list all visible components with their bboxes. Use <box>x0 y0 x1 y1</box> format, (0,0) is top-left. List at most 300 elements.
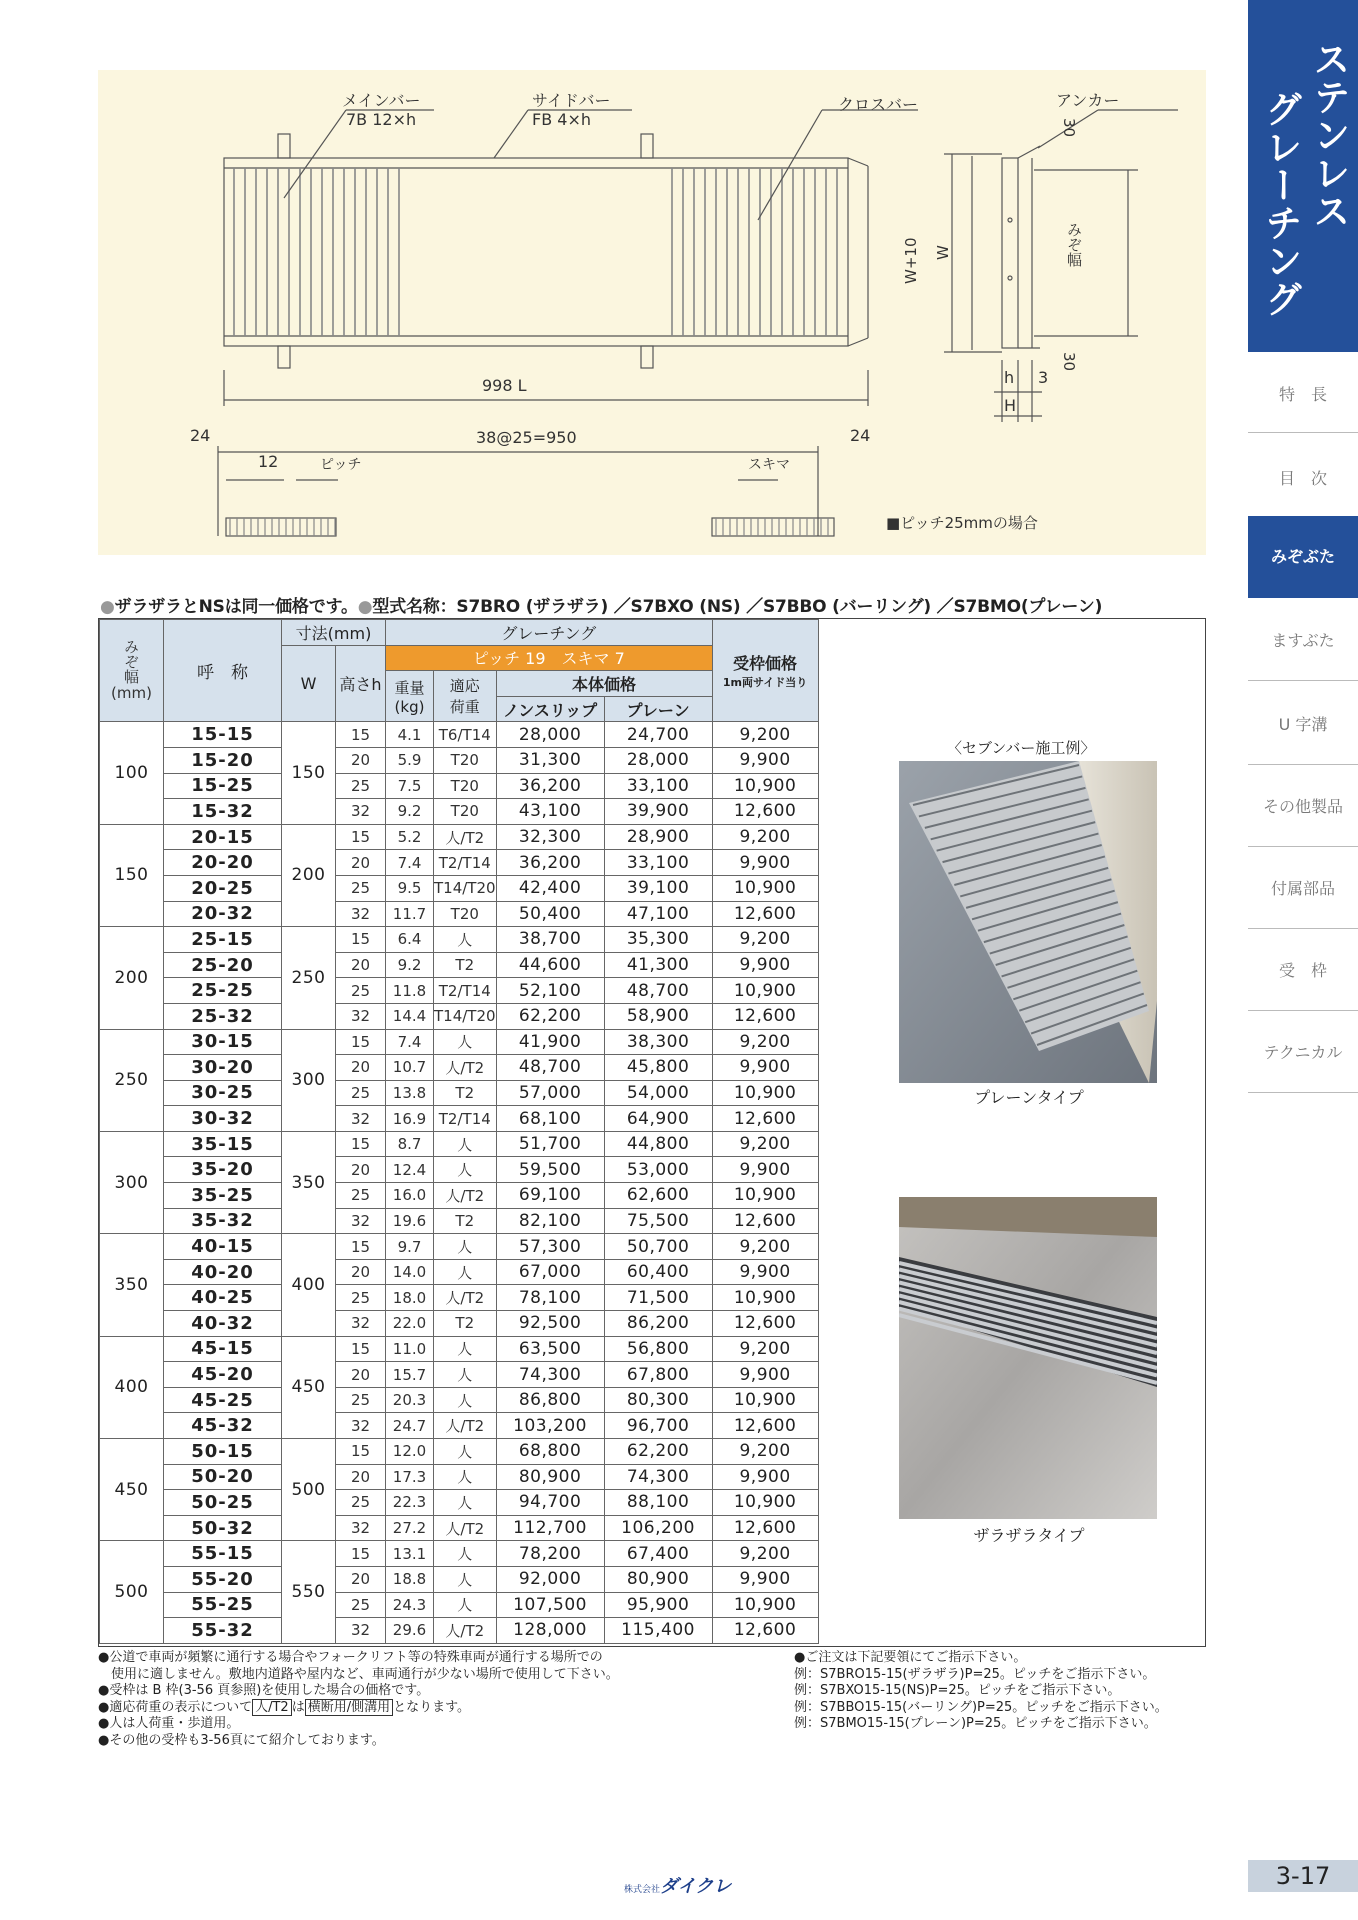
cell-frame-price: 9,200 <box>712 1234 818 1260</box>
cell-nonslip-price: 31,300 <box>496 747 604 773</box>
sidebar-item-technical[interactable]: テクニカル <box>1263 1043 1343 1062</box>
table-row <box>100 1029 819 1055</box>
cell-plain-price: 45,800 <box>604 1055 712 1081</box>
cell-nonslip-price: 52,100 <box>496 978 604 1004</box>
dim-H: H <box>1004 396 1017 415</box>
price-table <box>99 619 819 1644</box>
table-row <box>100 1234 819 1260</box>
cell-w: 500 <box>282 1439 336 1541</box>
cell-load: 人 <box>434 1387 497 1413</box>
cell-height: 32 <box>336 1208 386 1234</box>
footnote: ●その他の受枠も3-56頁にて紹介しております。 <box>98 1732 385 1748</box>
cell-weight: 5.2 <box>386 824 434 850</box>
cell-nonslip-price: 57,000 <box>496 1080 604 1106</box>
cell-load: 人/T2 <box>434 1618 497 1644</box>
cell-plain-price: 62,600 <box>604 1183 712 1209</box>
cell-nonslip-price: 59,500 <box>496 1157 604 1183</box>
cell-frame-price: 9,900 <box>712 952 818 978</box>
header-frame-price-text: 受枠価格 <box>733 654 798 674</box>
header-load-text: 適応 <box>449 677 480 696</box>
cell-load: 人/T2 <box>434 1285 497 1311</box>
cell-load: 人 <box>434 1029 497 1055</box>
cell-nonslip-price: 82,100 <box>496 1208 604 1234</box>
company-logo <box>624 1872 731 1898</box>
cell-weight: 11.8 <box>386 978 434 1004</box>
cell-weight: 18.8 <box>386 1566 434 1592</box>
cell-code: 45-20 <box>164 1362 282 1388</box>
cell-nonslip-price: 48,700 <box>496 1055 604 1081</box>
cell-frame-price: 9,200 <box>712 722 818 748</box>
cell-frame-price: 9,900 <box>712 1157 818 1183</box>
nav-divider <box>1248 680 1358 681</box>
cell-code: 25-32 <box>164 1003 282 1029</box>
cell-code: 30-25 <box>164 1080 282 1106</box>
cell-plain-price: 50,700 <box>604 1234 712 1260</box>
cell-plain-price: 38,300 <box>604 1029 712 1055</box>
dim-30-top: 30 <box>1060 118 1078 138</box>
cell-code: 30-15 <box>164 1029 282 1055</box>
sidebar <box>1248 0 1358 1920</box>
cell-code: 35-25 <box>164 1183 282 1209</box>
cell-code: 25-15 <box>164 927 282 953</box>
sidebar-item-groove-cover[interactable]: みぞぶた <box>1248 516 1358 598</box>
cell-load: 人 <box>434 1464 497 1490</box>
cell-nonslip-price: 80,900 <box>496 1464 604 1490</box>
cell-plain-price: 48,700 <box>604 978 712 1004</box>
plain-type-caption: プレーンタイプ <box>974 1088 1084 1107</box>
cell-code: 50-32 <box>164 1515 282 1541</box>
cell-frame-price: 9,900 <box>712 1464 818 1490</box>
cell-load: 人 <box>434 1131 497 1157</box>
cell-w: 400 <box>282 1234 336 1336</box>
cell-code: 40-32 <box>164 1311 282 1337</box>
cell-code: 50-25 <box>164 1490 282 1516</box>
cell-weight: 12.0 <box>386 1439 434 1465</box>
pitch-note: ■ピッチ25mmの場合 <box>886 514 1038 532</box>
cell-frame-price: 12,600 <box>712 799 818 825</box>
cell-groove-width: 300 <box>100 1131 164 1233</box>
header-groove-width-text: みぞ幅 <box>122 639 140 685</box>
footnote-part: となります。 <box>393 1699 471 1715</box>
page-number: 3-17 <box>1248 1860 1358 1892</box>
cell-weight: 18.0 <box>386 1285 434 1311</box>
cell-plain-price: 35,300 <box>604 927 712 953</box>
cell-plain-price: 71,500 <box>604 1285 712 1311</box>
table-row <box>100 1208 819 1234</box>
cell-plain-price: 96,700 <box>604 1413 712 1439</box>
gap-label: スキマ <box>748 457 790 473</box>
header-w: W <box>282 645 336 722</box>
table-row <box>100 1439 819 1465</box>
cell-load: 人/T2 <box>434 824 497 850</box>
header-nonslip: ノンスリップ <box>496 696 604 722</box>
cell-height: 25 <box>336 1490 386 1516</box>
cell-frame-price: 9,200 <box>712 1029 818 1055</box>
cell-weight: 7.4 <box>386 850 434 876</box>
cell-height: 25 <box>336 1387 386 1413</box>
cell-height: 15 <box>336 1541 386 1567</box>
cell-frame-price: 10,900 <box>712 1490 818 1516</box>
cell-weight: 6.4 <box>386 927 434 953</box>
cell-weight: 24.7 <box>386 1413 434 1439</box>
cell-load: 人 <box>434 1592 497 1618</box>
cell-nonslip-price: 92,500 <box>496 1311 604 1337</box>
footnote <box>98 1700 619 1717</box>
cell-w: 200 <box>282 824 336 926</box>
cell-code: 40-25 <box>164 1285 282 1311</box>
cell-nonslip-price: 69,100 <box>496 1183 604 1209</box>
cell-height: 15 <box>336 1439 386 1465</box>
cell-nonslip-price: 42,400 <box>496 875 604 901</box>
footnote-box: 横断用/側溝用 <box>305 1699 393 1716</box>
nav-divider <box>1248 432 1358 433</box>
footnote-box: 人/T2 <box>252 1699 292 1716</box>
cell-plain-price: 60,400 <box>604 1259 712 1285</box>
sidebar-title <box>1248 0 1358 352</box>
photo-section-title: 〈セブンバー施工例〉 <box>947 739 1096 757</box>
cell-height: 32 <box>336 1413 386 1439</box>
sidebar-item-u-gutter[interactable]: U 字溝 <box>1278 715 1328 734</box>
cell-nonslip-price: 94,700 <box>496 1490 604 1516</box>
cell-code: 40-20 <box>164 1259 282 1285</box>
cell-nonslip-price: 86,800 <box>496 1387 604 1413</box>
cell-height: 20 <box>336 1157 386 1183</box>
cell-nonslip-price: 43,100 <box>496 799 604 825</box>
header-groove-unit: (mm) <box>111 684 152 703</box>
cell-nonslip-price: 103,200 <box>496 1413 604 1439</box>
cell-frame-price: 9,200 <box>712 1131 818 1157</box>
cross-bar-label: クロスバー <box>838 95 919 114</box>
cell-height: 15 <box>336 1131 386 1157</box>
cell-load: 人/T2 <box>434 1413 497 1439</box>
cell-weight: 14.4 <box>386 1003 434 1029</box>
header-plain: プレーン <box>604 696 712 722</box>
cell-nonslip-price: 44,600 <box>496 952 604 978</box>
cell-frame-price: 12,600 <box>712 1618 818 1644</box>
sidebar-item-contents[interactable]: 目 次 <box>1278 469 1327 488</box>
pitch-label: ピッチ <box>320 457 362 473</box>
cell-plain-price: 39,900 <box>604 799 712 825</box>
cell-frame-price: 9,900 <box>712 1055 818 1081</box>
anchor-label: アンカー <box>1056 91 1120 110</box>
cell-plain-price: 75,500 <box>604 1208 712 1234</box>
cell-height: 20 <box>336 1566 386 1592</box>
header-body-price: 本体価格 <box>496 671 712 697</box>
cell-frame-price: 10,900 <box>712 875 818 901</box>
table-row <box>100 1285 819 1311</box>
cell-load: 人 <box>434 927 497 953</box>
cell-groove-width: 150 <box>100 824 164 926</box>
cell-code: 30-20 <box>164 1055 282 1081</box>
cell-load: T2 <box>434 1208 497 1234</box>
cell-height: 25 <box>336 1285 386 1311</box>
length-label: 998 L <box>482 376 527 395</box>
cell-load: T14/T20 <box>434 875 497 901</box>
cell-code: 55-32 <box>164 1618 282 1644</box>
cell-load: 人/T2 <box>434 1515 497 1541</box>
table-row <box>100 978 819 1004</box>
cell-weight: 11.0 <box>386 1336 434 1362</box>
cell-frame-price: 10,900 <box>712 1080 818 1106</box>
header-frame-price <box>712 620 818 722</box>
header-dimension: 寸法(mm) <box>282 620 386 646</box>
cell-frame-price: 9,200 <box>712 1439 818 1465</box>
cell-height: 15 <box>336 1336 386 1362</box>
cell-weight: 7.5 <box>386 773 434 799</box>
cell-plain-price: 58,900 <box>604 1003 712 1029</box>
cell-code: 15-15 <box>164 722 282 748</box>
nav-divider <box>1248 1010 1358 1011</box>
sidebar-title-line1: ステンレス <box>1307 40 1350 230</box>
table-row <box>100 875 819 901</box>
cell-load: 人/T2 <box>434 1183 497 1209</box>
main-bar-label: メインバー <box>342 91 421 110</box>
cell-weight: 24.3 <box>386 1592 434 1618</box>
groove-width-label: みぞ幅 <box>1065 222 1083 267</box>
sidebar-item-box-cover[interactable]: ますぶた <box>1271 631 1335 650</box>
cell-load: T2 <box>434 952 497 978</box>
cell-height: 20 <box>336 1464 386 1490</box>
cell-code: 30-32 <box>164 1106 282 1132</box>
cell-nonslip-price: 38,700 <box>496 927 604 953</box>
cell-load: 人 <box>434 1439 497 1465</box>
nav-divider <box>1248 928 1358 929</box>
table-row <box>100 1464 819 1490</box>
sidebar-item-frames[interactable]: 受 枠 <box>1278 961 1327 980</box>
main-bar-spec: 7B 12×h <box>346 110 417 129</box>
cell-load: T2 <box>434 1311 497 1337</box>
cell-plain-price: 39,100 <box>604 875 712 901</box>
cell-weight: 16.9 <box>386 1106 434 1132</box>
cell-w: 350 <box>282 1131 336 1233</box>
cell-code: 55-20 <box>164 1566 282 1592</box>
cell-nonslip-price: 112,700 <box>496 1515 604 1541</box>
cell-frame-price: 9,200 <box>712 824 818 850</box>
cell-groove-width: 450 <box>100 1439 164 1541</box>
cell-nonslip-price: 107,500 <box>496 1592 604 1618</box>
cell-groove-width: 250 <box>100 1029 164 1131</box>
cell-height: 20 <box>336 747 386 773</box>
cell-weight: 9.2 <box>386 952 434 978</box>
same-price-note: ザラザラとNSは同一価格です。 <box>114 597 358 617</box>
sidebar-item-accessories[interactable]: 付属部品 <box>1270 879 1335 898</box>
cell-weight: 9.7 <box>386 1234 434 1260</box>
cell-height: 20 <box>336 850 386 876</box>
cell-weight: 10.7 <box>386 1055 434 1081</box>
table-row <box>100 1515 819 1541</box>
cell-frame-price: 9,900 <box>712 747 818 773</box>
cell-weight: 29.6 <box>386 1618 434 1644</box>
header-load-text2: 荷重 <box>449 698 480 717</box>
cell-nonslip-price: 62,200 <box>496 1003 604 1029</box>
cell-w: 300 <box>282 1029 336 1131</box>
dim-30-bottom: 30 <box>1060 352 1078 372</box>
sidebar-title-line2: グレーチング <box>1259 90 1302 318</box>
table-row <box>100 952 819 978</box>
cell-nonslip-price: 67,000 <box>496 1259 604 1285</box>
cell-height: 32 <box>336 1003 386 1029</box>
cell-weight: 8.7 <box>386 1131 434 1157</box>
cell-height: 15 <box>336 1029 386 1055</box>
cell-plain-price: 115,400 <box>604 1618 712 1644</box>
cell-frame-price: 12,600 <box>712 1413 818 1439</box>
sidebar-item-features[interactable]: 特 長 <box>1278 385 1327 404</box>
cell-plain-price: 41,300 <box>604 952 712 978</box>
bullet: ● <box>100 597 115 617</box>
drawing-lines <box>98 70 1206 555</box>
table-row <box>100 1490 819 1516</box>
cell-frame-price: 10,900 <box>712 1285 818 1311</box>
cell-load: T20 <box>434 799 497 825</box>
footnote: 例：S7BRO15-15(ザラザラ)P=25。ピッチをご指示下さい。 <box>794 1666 1156 1682</box>
cell-code: 25-25 <box>164 978 282 1004</box>
cell-height: 25 <box>336 773 386 799</box>
footnote: ●受枠は B 枠(3-56 頁参照)を使用した場合の価格です。 <box>98 1683 430 1698</box>
logo-prefix: 株式会社 <box>624 1885 661 1895</box>
cell-weight: 9.2 <box>386 799 434 825</box>
side-bar-label: サイドバー <box>532 91 611 110</box>
cell-load: T20 <box>434 773 497 799</box>
table-row <box>100 1413 819 1439</box>
cell-frame-price: 10,900 <box>712 1387 818 1413</box>
footnotes-left <box>98 1650 619 1749</box>
cell-groove-width: 500 <box>100 1541 164 1643</box>
footnote: 例：S7BBO15-15(バーリング)P=25。ピッチをご指示下さい。 <box>794 1699 1168 1715</box>
cell-plain-price: 67,800 <box>604 1362 712 1388</box>
table-row <box>100 1106 819 1132</box>
cell-weight: 7.4 <box>386 1029 434 1055</box>
cell-height: 25 <box>336 1592 386 1618</box>
cell-plain-price: 80,300 <box>604 1387 712 1413</box>
cell-weight: 19.6 <box>386 1208 434 1234</box>
cell-height: 32 <box>336 901 386 927</box>
cell-code: 45-25 <box>164 1387 282 1413</box>
cell-height: 20 <box>336 1259 386 1285</box>
cell-weight: 22.3 <box>386 1490 434 1516</box>
cell-code: 20-20 <box>164 850 282 876</box>
cell-plain-price: 33,100 <box>604 850 712 876</box>
cell-load: 人 <box>434 1259 497 1285</box>
cell-groove-width: 400 <box>100 1336 164 1438</box>
cell-weight: 13.1 <box>386 1541 434 1567</box>
cell-load: T2/T14 <box>434 850 497 876</box>
cell-plain-price: 53,000 <box>604 1157 712 1183</box>
w-label: W <box>934 245 952 260</box>
pitch-left-label: 24 <box>190 426 211 445</box>
cell-weight: 27.2 <box>386 1515 434 1541</box>
cell-nonslip-price: 50,400 <box>496 901 604 927</box>
cell-weight: 4.1 <box>386 722 434 748</box>
cell-nonslip-price: 28,000 <box>496 722 604 748</box>
nav-divider <box>1248 764 1358 765</box>
table-row <box>100 901 819 927</box>
cell-groove-width: 100 <box>100 722 164 824</box>
sidebar-item-other-products[interactable]: その他製品 <box>1262 797 1343 816</box>
cell-height: 25 <box>336 1183 386 1209</box>
cell-weight: 20.3 <box>386 1387 434 1413</box>
header-height: 高さh <box>336 645 386 722</box>
cell-frame-price: 10,900 <box>712 1183 818 1209</box>
cell-load: T20 <box>434 901 497 927</box>
cell-frame-price: 9,200 <box>712 1541 818 1567</box>
cell-code: 40-15 <box>164 1234 282 1260</box>
cell-weight: 12.4 <box>386 1157 434 1183</box>
cell-nonslip-price: 32,300 <box>496 824 604 850</box>
cell-weight: 17.3 <box>386 1464 434 1490</box>
cell-plain-price: 62,200 <box>604 1439 712 1465</box>
header-load <box>434 671 497 722</box>
cell-plain-price: 56,800 <box>604 1336 712 1362</box>
bullet: ● <box>357 597 373 617</box>
cell-nonslip-price: 36,200 <box>496 850 604 876</box>
cell-nonslip-price: 78,100 <box>496 1285 604 1311</box>
cell-frame-price: 9,200 <box>712 927 818 953</box>
table-row <box>100 1541 819 1567</box>
cell-plain-price: 95,900 <box>604 1592 712 1618</box>
pitch-middle-label: 38@25=950 <box>476 428 577 447</box>
footnote: 使用に適しません。敷地内道路や屋内など、車両通行が少ない場所で使用して下さい。 <box>98 1666 619 1682</box>
cell-nonslip-price: 36,200 <box>496 773 604 799</box>
technical-drawing <box>98 70 1206 555</box>
cell-frame-price: 12,600 <box>712 1106 818 1132</box>
nav-divider <box>1248 846 1358 847</box>
cell-plain-price: 106,200 <box>604 1515 712 1541</box>
cell-load: T2/T14 <box>434 1106 497 1132</box>
cell-code: 35-20 <box>164 1157 282 1183</box>
model-names-note: 型式名称：S7BRO (ザラザラ) ／S7BXO (NS) ／S7BBO (バーリング) ／S7BMO(プレーン) <box>372 597 1103 617</box>
cell-w: 550 <box>282 1541 336 1643</box>
header-weight-unit: (kg) <box>394 697 425 716</box>
table-row <box>100 1157 819 1183</box>
cell-height: 32 <box>336 1106 386 1132</box>
cell-weight: 11.7 <box>386 901 434 927</box>
cell-code: 20-15 <box>164 824 282 850</box>
w-plus-label: W+10 <box>902 237 920 284</box>
cell-load: T2 <box>434 1080 497 1106</box>
cell-groove-width: 200 <box>100 927 164 1029</box>
cell-weight: 9.5 <box>386 875 434 901</box>
cell-plain-price: 47,100 <box>604 901 712 927</box>
cell-code: 20-32 <box>164 901 282 927</box>
cell-w: 150 <box>282 722 336 824</box>
cell-load: 人 <box>434 1541 497 1567</box>
cell-frame-price: 9,900 <box>712 1259 818 1285</box>
header-weight <box>386 671 434 722</box>
cell-w: 450 <box>282 1336 336 1438</box>
cell-code: 15-25 <box>164 773 282 799</box>
cell-nonslip-price: 128,000 <box>496 1618 604 1644</box>
pitch-right-label: 24 <box>850 426 871 445</box>
cell-height: 20 <box>336 952 386 978</box>
cell-height: 15 <box>336 1234 386 1260</box>
table-row <box>100 1336 819 1362</box>
cell-code: 55-15 <box>164 1541 282 1567</box>
table-row <box>100 773 819 799</box>
cell-load: T14/T20 <box>434 1003 497 1029</box>
table-row <box>100 927 819 953</box>
cell-code: 35-15 <box>164 1131 282 1157</box>
cell-load: 人 <box>434 1336 497 1362</box>
cell-weight: 22.0 <box>386 1311 434 1337</box>
cell-height: 32 <box>336 1515 386 1541</box>
cell-load: 人 <box>434 1234 497 1260</box>
table-row <box>100 1618 819 1644</box>
cell-nonslip-price: 78,200 <box>496 1541 604 1567</box>
cell-frame-price: 12,600 <box>712 1311 818 1337</box>
cell-plain-price: 28,900 <box>604 824 712 850</box>
plain-type-photo <box>899 761 1157 1083</box>
cell-nonslip-price: 57,300 <box>496 1234 604 1260</box>
